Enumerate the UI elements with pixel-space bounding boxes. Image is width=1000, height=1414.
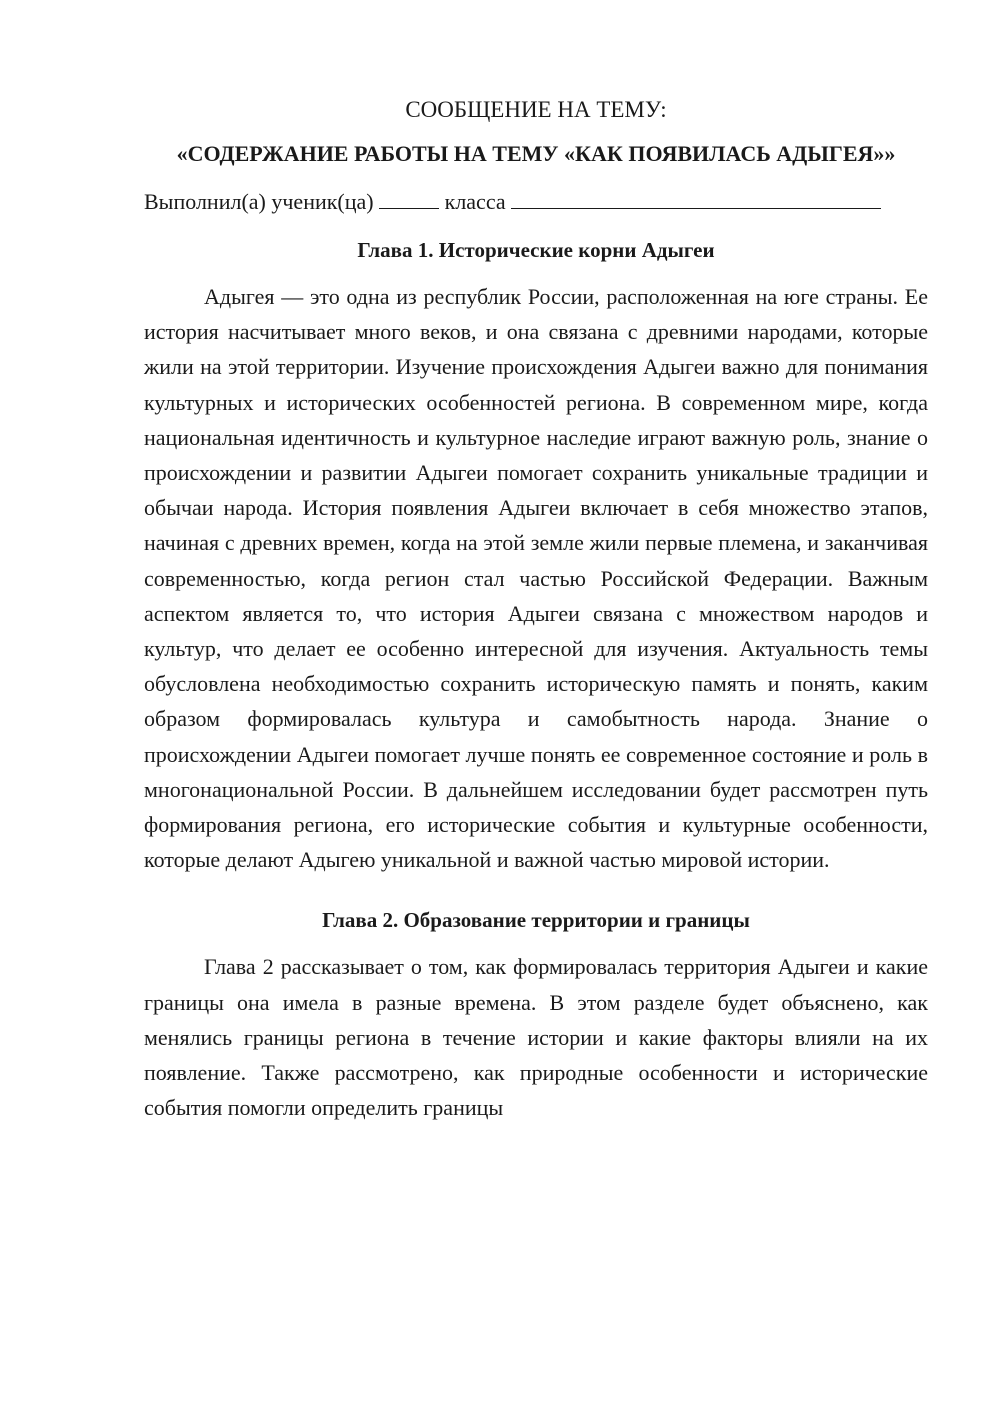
class-label: класса [444, 189, 506, 214]
document-page [144, 92, 928, 1125]
chapter-2-text: Глава 2 рассказывает о том, как формировалась территория Адыгеи и какие границы она имела в разные времена. В этом разделе будет объяснено, как менялись границы региона в течение истории и какие факторы влияли на их появление. Также рассмотрено, как природные особенности и исторические события помогли определить границы [144, 954, 928, 1121]
chapter-1-title: Глава 1. Исторические корни Адыгеи [357, 238, 715, 262]
class-number-blank [379, 188, 439, 209]
performed-by-label: Выполнил(а) ученик(ца) [144, 189, 374, 214]
document-topic-title: «СОДЕРЖАНИЕ РАБОТЫ НА ТЕМУ «КАК ПОЯВИЛАСЬ АДЫГЕЯ»» [176, 141, 896, 166]
document-heading: СООБЩЕНИЕ НА ТЕМУ: [405, 97, 667, 122]
author-line [144, 185, 928, 219]
student-name-blank [511, 188, 881, 209]
chapter-1-text: Адыгея — это одна из республик России, расположенная на юге страны. Ее история насчитывает много веков, и она связана с древними народами, которые жили на этой территории. Изучение происхождения Адыгеи важно для понимания культурных и исторических особенностей региона. В современном мире, когда национальная идентичность и культурное наследие играют важную роль, знание о происхождении и развитии Адыгеи помогает сохранить уникальные традиции и обычаи народа. История появления Адыгеи включает в себя множество этапов, начиная с древних времен, когда на этой земле жили первые племена, и заканчивая современностью, когда регион стал частью Российской Федерации. Важным аспектом является то, что история Адыгеи связана с множеством народов и культур, что делает ее особенно интересной для изучения. Актуальность темы обусловлена необходимостью сохранить историческую память и понять, каким образом формировалась культура и самобытность народа. Знание о происхождении Адыгеи помогает лучше понять ее современное состояние и роль в многонациональной России. В дальнейшем исследовании будет рассмотрен путь формирования региона, его исторические события и культурные особенности, которые делают Адыгею уникальной и важной частью мировой истории. [144, 284, 928, 873]
chapter-2-title: Глава 2. Образование территории и границы [322, 908, 750, 933]
